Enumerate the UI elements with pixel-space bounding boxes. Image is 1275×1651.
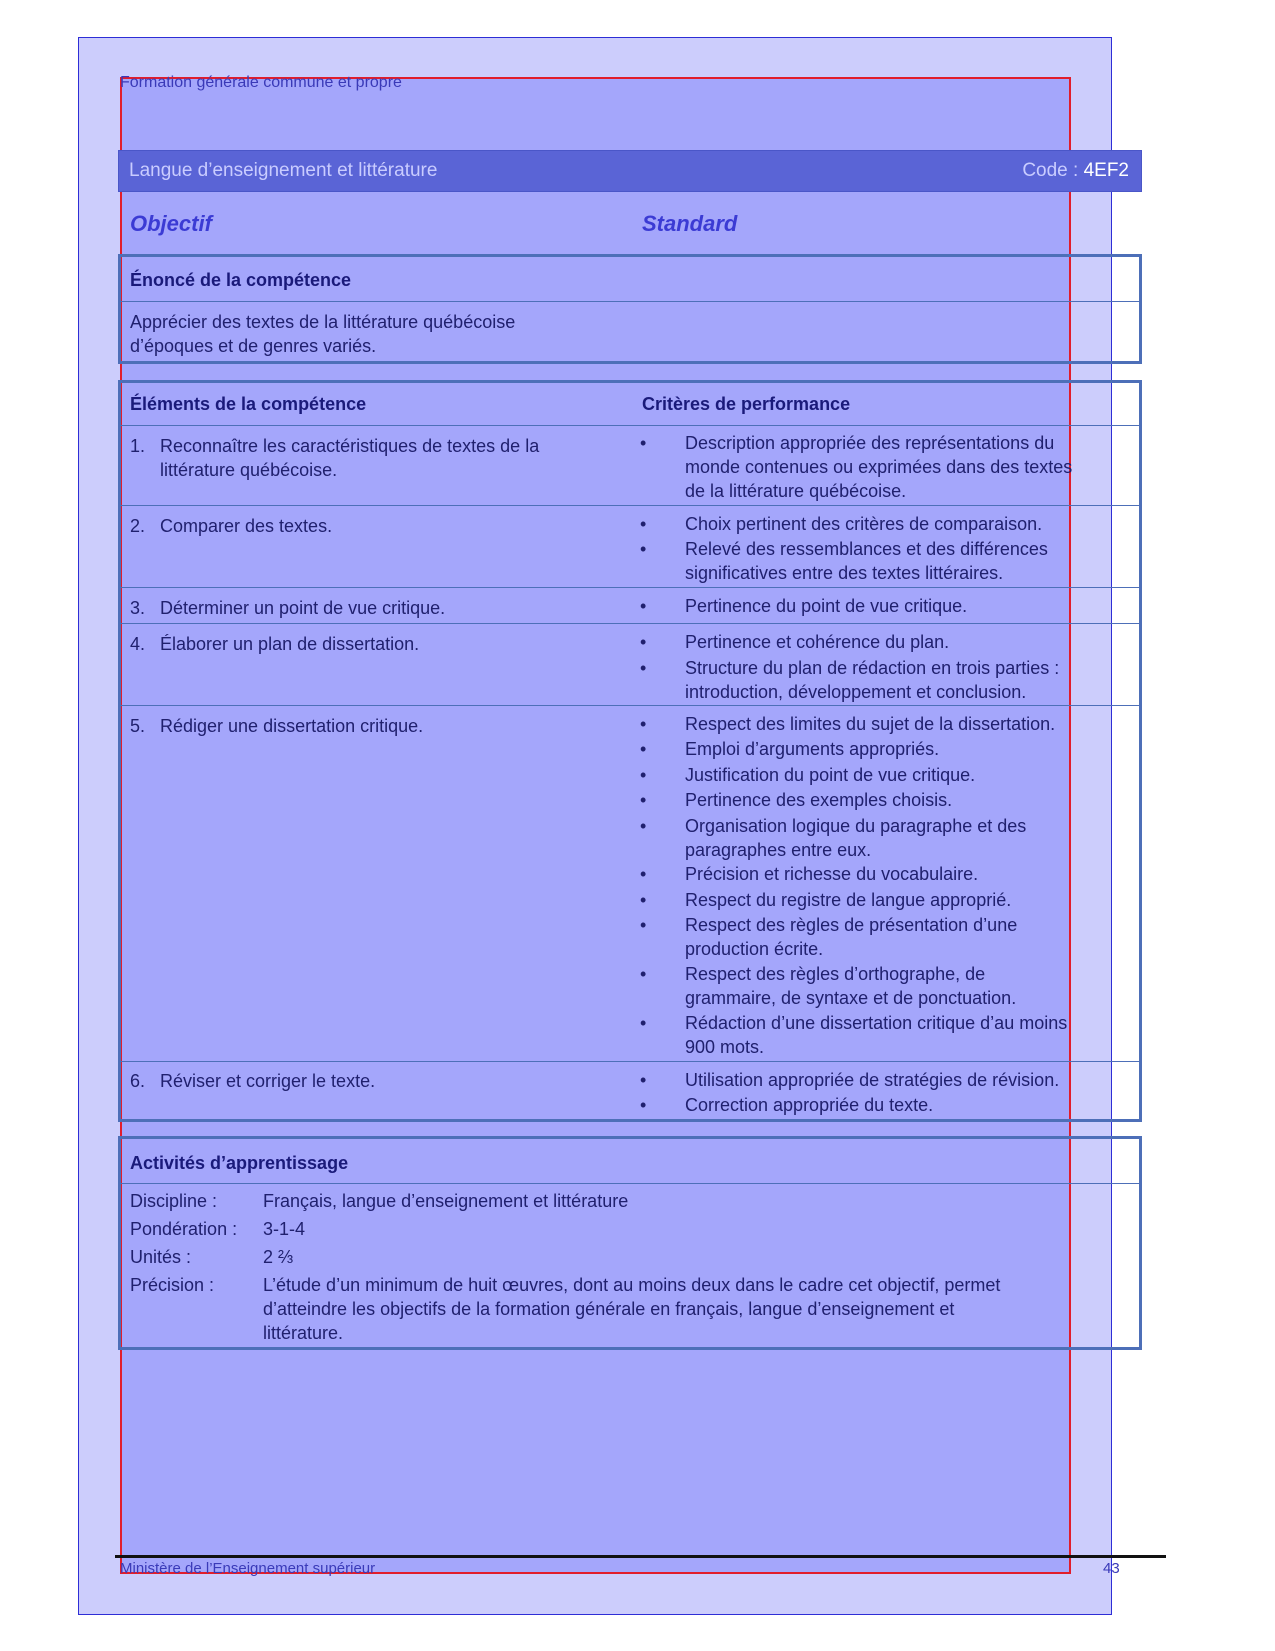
criterion-line: Organisation logique du paragraphe et des [685, 816, 1027, 836]
element-line: Réviser et corriger le texte. [160, 1071, 376, 1091]
criterion-line: Pertinence des exemples choisis. [685, 790, 953, 810]
element-number: 6. [130, 1071, 146, 1091]
criterion-line: Pertinence et cohérence du plan. [685, 632, 950, 652]
bullet: • [640, 658, 647, 678]
element-number: 4. [130, 634, 146, 654]
bullet: • [640, 632, 647, 652]
bullet: • [640, 539, 647, 559]
enonce-line: Apprécier des textes de la littérature québécoise [130, 312, 516, 332]
activites-heading: Activités d’apprentissage [130, 1153, 349, 1173]
activity-value: 2 ⅔ [263, 1247, 294, 1267]
footer-ministry: Ministère de l’Enseignement supérieur [120, 1560, 376, 1577]
bullet: • [640, 1013, 647, 1033]
activity-label: Unités : [130, 1247, 192, 1267]
title-bar [118, 150, 1142, 192]
bullet: • [640, 864, 647, 884]
criterion-line: Correction appropriée du texte. [685, 1095, 934, 1115]
criterion-line: Respect des règles d’orthographe, de [685, 964, 986, 984]
activity-value: littérature. [263, 1323, 344, 1343]
bullet: • [640, 433, 647, 453]
criterion-line: Emploi d’arguments appropriés. [685, 739, 940, 759]
criterion-line: production écrite. [685, 939, 824, 959]
criterion-line: introduction, développement et conclusion. [685, 682, 1027, 702]
footer-rule [115, 1555, 1166, 1558]
activity-label: Précision : [130, 1275, 215, 1295]
criterion-line: Précision et richesse du vocabulaire. [685, 864, 979, 884]
element-line: Rédiger une dissertation critique. [160, 716, 424, 736]
criterion-line: monde contenues ou exprimées dans des textes [685, 457, 1073, 477]
element-line: Reconnaître les caractéristiques de textes de la [160, 436, 540, 456]
bullet: • [640, 714, 647, 734]
element-text [160, 434, 620, 482]
divider [119, 587, 1141, 588]
criterion-line: Pertinence du point de vue critique. [685, 596, 968, 616]
element-line: Élaborer un plan de dissertation. [160, 634, 420, 654]
objectif-label: Objectif [130, 211, 212, 236]
divider [119, 623, 1141, 624]
bullet: • [640, 765, 647, 785]
criterion-line: paragraphes entre eux. [685, 840, 872, 860]
bullet: • [640, 790, 647, 810]
divider [119, 705, 1141, 706]
bullet: • [640, 915, 647, 935]
criterion-line: significatives entre des textes littéraires. [685, 563, 1004, 583]
activity-value: L’étude d’un minimum de huit œuvres, dont au moins deux dans le cadre cet objectif, permet [263, 1275, 1001, 1295]
criterion-line: Choix pertinent des critères de comparaison. [685, 514, 1043, 534]
element-number: 2. [130, 516, 146, 536]
course-title: Langue d’enseignement et littérature [129, 160, 438, 181]
code-value: 4EF2 [1083, 160, 1129, 181]
criteria-heading: Critères de performance [642, 394, 851, 414]
criterion-line: de la littérature québécoise. [685, 481, 907, 501]
enonce-heading: Énoncé de la compétence [130, 270, 352, 290]
element-line: littérature québécoise. [160, 460, 338, 480]
bullet: • [640, 739, 647, 759]
activity-label: Pondération : [130, 1219, 238, 1239]
divider [119, 301, 1141, 302]
bullet: • [640, 964, 647, 984]
activity-label: Discipline : [130, 1191, 218, 1211]
bullet: • [640, 890, 647, 910]
element-line: Comparer des textes. [160, 516, 333, 536]
criterion-line: Respect des règles de présentation d’une [685, 915, 1018, 935]
enonce-line: d’époques et de genres variés. [130, 336, 377, 356]
bullet: • [640, 514, 647, 534]
element-number: 1. [130, 436, 146, 456]
criterion-line: Justification du point de vue critique. [685, 765, 976, 785]
bullet: • [640, 1095, 647, 1115]
criterion-line: Description appropriée des représentations du [685, 433, 1055, 453]
divider [119, 425, 1141, 426]
standard-label: Standard [642, 211, 738, 236]
criterion-line: Rédaction d’une dissertation critique d’au moins [685, 1013, 1068, 1033]
criterion-line: Respect des limites du sujet de la dissertation. [685, 714, 1056, 734]
criterion-line: Utilisation appropriée de stratégies de révision. [685, 1070, 1060, 1090]
criterion-line: grammaire, de syntaxe et de ponctuation. [685, 988, 1017, 1008]
criterion-line: Structure du plan de rédaction en trois parties : [685, 658, 1060, 678]
criterion-line: 900 mots. [685, 1037, 765, 1057]
element-line: Déterminer un point de vue critique. [160, 598, 446, 618]
bullet: • [640, 816, 647, 836]
divider [119, 1061, 1141, 1062]
bullet: • [640, 1070, 647, 1090]
activity-value: d’atteindre les objectifs de la formation générale en français, langue d’enseignement et [263, 1299, 955, 1319]
criterion-line: Relevé des ressemblances et des différences [685, 539, 1048, 559]
running-header: Formation générale commune et propre [120, 74, 402, 91]
element-number: 3. [130, 598, 146, 618]
elements-heading: Éléments de la compétence [130, 394, 367, 414]
course-code [1022, 160, 1129, 182]
criterion-line: Respect du registre de langue approprié. [685, 890, 1012, 910]
activity-value: 3-1-4 [263, 1219, 306, 1239]
activity-value: Français, langue d’enseignement et littérature [263, 1191, 629, 1211]
bullet: • [640, 596, 647, 616]
divider [119, 505, 1141, 506]
page-number: 43 [1103, 1560, 1120, 1577]
divider [119, 1183, 1141, 1184]
element-number: 5. [130, 716, 146, 736]
code-label: Code : [1022, 160, 1079, 181]
